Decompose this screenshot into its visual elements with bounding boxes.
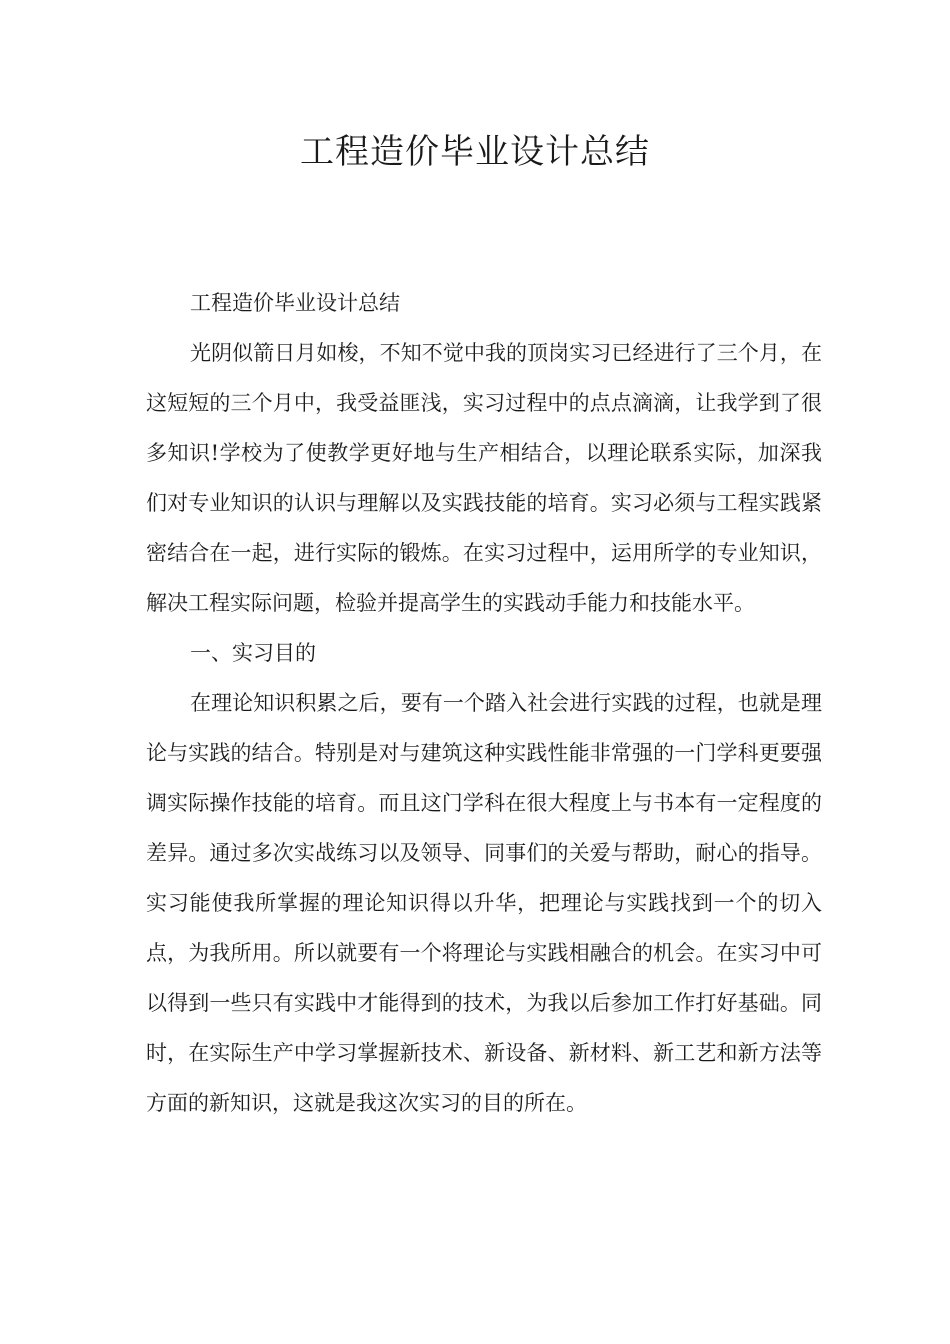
document-body [146,278,822,1128]
section-heading-purpose: 一、实习目的 [190,641,316,665]
document-title: 工程造价毕业设计总结 [300,132,650,172]
paragraph-intro: 光阴似箭日月如梭，不知不觉中我的顶岗实习已经进行了三个月，在这短短的三个月中，我受益匪浅，实习过程中的点点滴滴，让我学到了很多知识!学校为了使教学更好地与生产相结合，以理论联系实际，加深我们对专业知识的认识与理解以及实践技能的培育。实习必须与工程实践紧密结合在一起，进行实际的锻炼。在实习过程中，运用所学的专业知识，解决工程实际问题，检验并提高学生的实践动手能力和技能水平。 [146,341,822,615]
paragraph-purpose: 在理论知识积累之后，要有一个踏入社会进行实践的过程，也就是理论与实践的结合。特别是对与建筑这种实践性能非常强的一门学科更要强调实际操作技能的培育。而且这门学科在很大程度上与书本有一定程度的差异。通过多次实战练习以及领导、同事们的关爱与帮助，耐心的指导。实习能使我所掌握的理论知识得以升华，把理论与实践找到一个的切入点，为我所用。所以就要有一个将理论与实践相融合的机会。在实习中可以得到一些只有实践中才能得到的技术，为我以后参加工作打好基础。同时，在实际生产中学习掌握新技术、新设备、新材料、新工艺和新方法等方面的新知识，这就是我这次实习的目的所在。 [146,691,822,1115]
paragraph-subtitle: 工程造价毕业设计总结 [190,291,400,315]
